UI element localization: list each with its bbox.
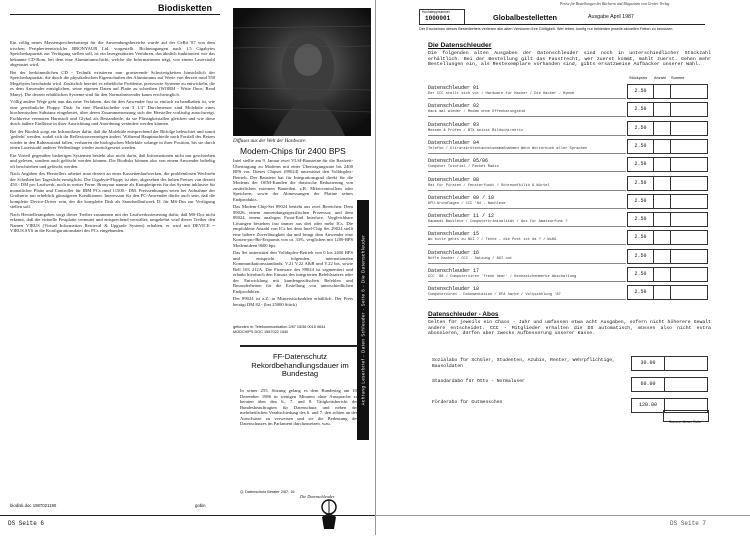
sum-field[interactable] [670, 212, 708, 227]
sum-field[interactable] [670, 194, 708, 209]
abo-price-cell [631, 356, 665, 371]
modem-paragraph: Der 89024 ist z.Z. in Musterstückzahlen erhältlich. Der Preis beträgt DM 82.- (bei 25000 Stück) [233, 296, 353, 307]
order-row-subtitle: CCC '86 / Computerviren 'fresh hear' / Kennzeichenmerke Abschaltung [428, 275, 577, 279]
modem-paragraph: Das Set unterstützt den Vollduplex-Betrieb von 0 bis 2400 BPS und entspricht folgenden internationalen Kommunikationsstandards: V.21 V.22 A&B und V.22 bis, sowie Bell 103 212A. Die Firmware des 89024 ist segmentiert und erlaubt hierdurch den Einsatz des integrierten Befehlssatzes oder der Entwicklung mit kundengezifischen Befehlen und Besonderheiten für die Erstellung von unterschiedlichen Endprodukten. [233, 250, 353, 294]
order-row-label: Datenschleuder 18 [428, 286, 480, 293]
footer-rule-left [0, 515, 375, 516]
row-divider [428, 171, 626, 172]
price-value: 2.50 [634, 234, 647, 241]
abo-price: 60.00 [640, 381, 656, 387]
abo-label: Förderabo für Gutmenschen [432, 400, 503, 405]
order-row-label: Datenschleuder 05/06 [428, 158, 489, 165]
quantity-field[interactable] [653, 176, 671, 191]
order-row-label: Datenschleuder 02 [428, 103, 480, 110]
order-row-subtitle: Nüfle Hacker / CCC - Satzung / NUI out [428, 256, 513, 261]
price-value: 2.50 [634, 179, 647, 186]
left-page [0, 0, 375, 535]
page-number-right: DS Seite 7 [670, 520, 707, 527]
quantity-field[interactable] [653, 212, 671, 227]
row-divider [428, 299, 626, 300]
price-value: 2.50 [634, 216, 647, 223]
quantity-field[interactable] [653, 102, 671, 117]
price-cell [627, 194, 654, 209]
footer-rule-right [375, 515, 750, 516]
article-title-modem-chips: Modem-Chips für 2400 BPS [240, 146, 346, 156]
sum-field[interactable] [670, 249, 708, 264]
order-row-subtitle: DFÜ-Grundlagen / CCC '84 - Nachlese [428, 201, 506, 206]
section-title-datenschleuder: Die Datenschleuder [428, 42, 492, 49]
price-cell [627, 285, 654, 300]
row-divider [428, 153, 626, 154]
price-cell [627, 176, 654, 191]
quantity-field[interactable] [653, 267, 671, 282]
order-list-title: Globalbestelletten [493, 13, 558, 22]
article-footer-biodisk: biodisk.doc 1987021190 [10, 503, 57, 508]
order-list-edition: Ausgabe April 1987 [588, 14, 634, 20]
col-header-qty: Anzahl [654, 75, 666, 80]
biodisk-paragraph: Ein Vorteil gegenüber bisherigen Systemen besteht also nicht darin, daß Informationen nicht nur geschrieben und gelesen, sondern auch gelöscht werden können. Die Biodisks können also von einem Anwender beliebig oft beschrieben und gelöscht werden. [10, 152, 215, 169]
abo-price: 30.00 [640, 360, 656, 366]
price-cell [627, 102, 654, 117]
price-value: 2.50 [634, 161, 647, 168]
modem-source: gefunden in: Telekommunikation 2/87 15/38 0015 0634 [233, 325, 326, 329]
article-column-biodisk [10, 40, 215, 500]
ff-title-rule [240, 345, 358, 347]
sum-field[interactable] [670, 157, 708, 172]
order-row-subtitle: Wo bitte gehts zu NUI ? / Texte - die Post ist da ? / WiKG [428, 238, 557, 243]
ff-source: Q: Datenschutz Berater 2/87, 16 [240, 490, 295, 494]
price-cell [627, 157, 654, 172]
modem-file: MODCHIPS.DOC 1987022 1540 [233, 330, 289, 334]
intro-text: Der Erscheinen dieses Bestellzettels verlieren alle alten Versionen ihre Gültigkeit. Wer leben, konfig nur bekleiden jeweils aktuellen Fetten zu benutzen. [419, 27, 674, 31]
quantity-field[interactable] [653, 285, 671, 300]
abo-sum-field[interactable] [664, 377, 708, 392]
order-number-box: Hochsteppnummer 1000001 [419, 9, 465, 25]
quantity-field[interactable] [653, 84, 671, 99]
modem-paragraph: Intel stellte am 9. Januar zwei VLSI-Bausteine für die Realzeit-Übertragung zu Modems mit einer Übertragungsrate bis 2400 BPS vor. Dieses Chipset (89024) unterstützt den Vollduplex-Betrieb. Der Baustein hat für Integrationsgrad direkt für die Modems der OEM-Kunden die drastische Reduzierung von zusätzlichen externen Bauteilen, z.B. Mikrocontrollern oder Speichern, sowie der Abmessungen der Platine seines Endprodukts. [233, 158, 353, 202]
price-cell [627, 212, 654, 227]
order-row-label: Datenschleuder 17 [428, 268, 480, 274]
quantity-field[interactable] [653, 139, 671, 154]
col-header-price: Stückpreis [629, 75, 648, 80]
sum-field[interactable] [670, 139, 708, 154]
datenschleuder-logo-icon [316, 497, 342, 531]
page-gutter [375, 0, 376, 535]
sum-field[interactable] [670, 121, 708, 136]
order-row-subtitle: Messen & Prüfen / BTX heisst Bildschirmtrix [428, 128, 524, 133]
order-row-subtitle: Rat für Piraten / Fensterfunkt / Schreumfkilth & Würtel [428, 183, 550, 188]
price-value: 2.50 [634, 106, 647, 113]
abo-label: Sozialabo für Schüler, Studenten, Azubis, Renter, Wehrpflichtige, Bausoldaten [432, 358, 615, 369]
biodisk-paragraph: Ein völlig neues Massenspeicherkonzept für die Anwendungsbereiche wurde auf der CeBit '87 von dem irischen Peripherieentwickler BRONYAUR Ltd. vorgestellt. Bichteingangen nach 1.5 Gigabytes Speicherkapazität zur Verfügung stellen soll, ist ein lasergestütztes Verfahren, das ähnlich funktioniert wie das bekannte CD-Rom, bei dem eine Aluminiumschicht, welche die Informationen trägt, von einem Laserstrahl abgetastet wird. [10, 40, 215, 67]
row-divider [428, 98, 626, 99]
order-row-label: Datenschleuder 11 / 12 [428, 213, 495, 220]
abo-price-cell [631, 398, 665, 413]
logo-caption: Die Datenschleuder [300, 494, 335, 499]
price-cell [627, 230, 654, 245]
order-row-label: Datenschleuder 08 [428, 176, 480, 183]
price-value: 2.50 [634, 142, 647, 149]
quantity-field[interactable] [653, 157, 671, 172]
row-divider [428, 135, 626, 136]
biodisk-paragraph: Bei der Biodisk sorgt ein Infrarotlaser dafür, daß die Moleküle entsprechend der Bitfolge beleuchtet und somit 'gedreht' werden, sodaß sich ihr Reflexionsvermögen ändert. Während Hauptnachteile nach Fortfall des Reizes wieder in den Ruhezustand fallen, verharren die biologischen Moleküle solange in ihrer Position, bis sie durch einen Laserstrahl anderer Wellenlänge wieder zurückgesetzt werden. [10, 128, 215, 150]
article-column-modem [233, 158, 353, 323]
abo-price: 120.00 [638, 402, 657, 408]
quantity-field[interactable] [653, 121, 671, 136]
price-value: 2.50 [634, 289, 647, 296]
quantity-field[interactable] [653, 194, 671, 209]
price-value: 2.50 [634, 252, 647, 259]
biodisk-paragraph: Völlig andere Wege geht nun das neue Verfahren, das für den Anwender fast so einfach zu handhaben ist, wie eine gewöhnliche Floppy. Disk: In eine Plastikscheibe von 3 1/4" Durchmesser sind Moleküle eines biochemischen Substanz eingebettet, über deren Zusammensetzung sich der Hersteller vorläufig ausschweigt. Fachkreise vermuten Harnstoff und Glykol als Bestandteile, da sie Flüssigkristallen gleichen und wie diese durch äußere Einflüsse in ihrer Ausrichtung und Anordnung verändert werden können. [10, 99, 215, 126]
photo-caption: Diffuses aus der Welt der Hardware: [233, 139, 307, 144]
price-value: 2.50 [634, 124, 647, 131]
price-value: 2.50 [634, 197, 647, 204]
row-divider [428, 226, 626, 227]
row-divider [428, 244, 626, 245]
vertical-banner: Achtung Leserbrief - Daten Schleuder - Seite 6 - Die Datenschleuder [357, 200, 369, 440]
section-text-abos: Gelten für jeweils ein Chaos - Jahr und umfassen etwa acht Ausgaben, sofern nicht höherere Gewalt andere entscheidet. CCC - Mitglieder erhalten die DS automatisch, müssen also nicht extra abonnieren, dürfen aber zwecks Aufbesserung unserer Kasse. [428, 320, 711, 337]
sum-field[interactable] [670, 267, 708, 282]
order-row-label: Datenschleuder 04 [428, 139, 480, 146]
article-author: gobin [195, 503, 206, 508]
price-cell [627, 139, 654, 154]
abo-label: Standardabo für Otto - Normaluser [432, 379, 525, 384]
order-row-label: Datenschleuder 03 [428, 121, 480, 128]
row-divider [428, 190, 626, 191]
row-divider [428, 208, 626, 209]
page-number-left: DS Seite 6 [8, 520, 45, 527]
quantity-field[interactable] [653, 230, 671, 245]
article-column-ff [240, 388, 358, 488]
order-row-label: Datenschleuder 09 / 10 [428, 194, 495, 201]
row-divider [428, 263, 626, 264]
order-row-label: Datenschleuder 15 [428, 231, 480, 238]
order-row-label: Datenschleuder 16 [428, 249, 480, 256]
order-number: 1000001 [425, 15, 451, 22]
modem-paragraph: Das Modem-Chip-Set 89024 besteht aus zwei Bereichen: Dem 89026, einem anwendungsspezifischen Prozessor, und dem 89024, einem analogen Front-End Interface. Vergleichbare Lösungen bestehen fast immer aus drei oder mehr ICs. Die empfohlene Anzahl von ICs bei dem Intel-Chip Set 29024 stellt eine höhere Zuverlässigkeit dar und bringt dem Anwender eine Kosten-pro-Bit-Ersparnis von ca. 33%, verglichen mit 1200-BPS Modemideen 9600 bps. [233, 204, 353, 248]
title-rule [10, 14, 220, 15]
order-row-subtitle: Telefon / Ultrarakrötentachstumsmaßnahmen Wenn Worterbuch aller Sprachen [428, 146, 588, 151]
col-header-sum: Summe [671, 75, 685, 80]
order-row-subtitle: Hack mal wieder / Modem ohne Offenbarungseid [428, 110, 526, 115]
order-row-subtitle: Computerviren - Dokumentation / DFA harke / Volkszählung '87 [428, 293, 561, 298]
article-title-biodisketten: Biodisketten [158, 3, 213, 13]
right-page [375, 0, 750, 535]
biodisk-paragraph: Bei der herkömmlichen CD - Technik existieren nun gravierende Schwierigkeiten hinsichtlich der Speicherkapazität, die durch die physikalischen Eigenschaften des Aluminiums auf Werte von derzeit rund 550 Megabytes beschränkt wird. Zusätzlich bereitet es erhebliche Probleme, preiswerte Systeme zu entwickeln, die es dem Anwender ermöglichen, seine eigenen Daten auf Platte zu schreiben (WORM - Write Once, Read Many). Die derzeit erhältlichen Systeme sind für den Normalanwender kaum erschwinglich. [10, 69, 215, 97]
header-rule [419, 24, 705, 25]
sum-field[interactable] [670, 102, 708, 117]
article-title-ff-datenschutz: FF-Datenschutz Rekordbehandlungsdauer im Bundestag [251, 352, 349, 379]
biodisk-paragraph: Nach Angaben des Herstellers arbeitet man derzeit an einer Kassettenlaufwerken, die problemlosen Wechseln der Scheiben bei Tageslicht ermöglicht. Die Gigabyte-Floppy ist aber, abgesehen des hohen Preises von derzeit 450.- DM pro Laufwerk, noch in weiter Ferne. Bronyaur nannte als Komplettpreis für das System inklusive für monatlicher Platte und Controller für IBM PCs rund 11500.- DM. Preissenkungen seien bei Aufnahme der Großserie mit erheblich günstigeren Konditionen. Interessant für den PC-Anwender dürfte auch sein, daß die komplette Device-Driver sein, der die komplette Disk als Standardlaufwerk D: für MS-Dos zur Verfügung stellen soll. [10, 171, 215, 209]
sum-field[interactable] [670, 84, 708, 99]
order-row-subtitle: Der CCC stellt sich vor / Hardware für Hacker / Die Hacker - Hymne [428, 92, 575, 96]
abo-sum-field[interactable] [664, 356, 708, 371]
abo-price-cell [631, 377, 665, 392]
price-value: 2.50 [634, 271, 647, 277]
sum-field[interactable] [670, 285, 708, 300]
row-divider [428, 281, 626, 282]
ff-paragraph: In seiner 255. Sitzung gelang es dem Bundestag am 10. Dezember 1986 in wenigen Minuten ohne Aussprache zu beraten über den 6., 7. und 8. Tätigkeitsbericht des Bundesbeauftragten für Datenschutz und neben der mehrheitlichen Verabschiedung des 6. und 7. den achten an den Ausschüsse zu verweisen und sie die Bedeutung des Datenschutzes im Parlament durchzusetzen. wau. [240, 388, 358, 426]
price-cell [627, 84, 654, 99]
price-value: 2.50 [634, 88, 647, 94]
section-text-datenschleuder: Die folgenden alten Ausgaben der Datenschleuder sind noch in unterschiedlicher Stückzahl erhältlich. Bei der Bestellung gilt das Faustrecht, wer zuerst kommt, mahlt zuerst. Gehen mehr Bestellungen ein, als Restexemplare vorhanden sind, gibts ersatzweise Aufbacker unserer Wahl. [428, 51, 711, 68]
order-row-subtitle: Kaumedt Backlete / Computerkriminalität / Aus für Amateurfunk ? [428, 220, 568, 225]
price-cell [627, 121, 654, 136]
price-cell [627, 267, 654, 282]
order-row-label: Datenschleuder 01 [428, 85, 480, 91]
biodisk-paragraph: Nach Herstellerangaben sorgt dieser Treiber zusammen mit der Laufwerkssteuerung dafür, daß MS-Dos nicht erkennt, daß die virtuelle Festplatte vermutet und entsprechend verwaltet; umgekehrt wird dieser Treiber den Namen VIRUS (Virtual Information Retrieval & Upgrade System) erhalten, er wird mit DEVICE = VIRUS.SYS in die Konfigurationsdatei des PCs eingebunden. [10, 211, 215, 233]
header-note: Preise für Bestellungen bei Bücherm und Magazinen von Gerber Verlag [560, 2, 670, 6]
price-cell [627, 249, 654, 264]
section-title-abos: Datenschleuder - Abos [428, 311, 499, 318]
quantity-field[interactable] [653, 249, 671, 264]
order-row-subtitle: Computer Tutorial / Packet Radio [428, 165, 499, 170]
chip-photo [233, 8, 371, 136]
summe-label: Summe dieser Seite [669, 420, 702, 424]
row-divider [428, 116, 626, 117]
sum-field[interactable] [670, 230, 708, 245]
sum-field[interactable] [670, 176, 708, 191]
